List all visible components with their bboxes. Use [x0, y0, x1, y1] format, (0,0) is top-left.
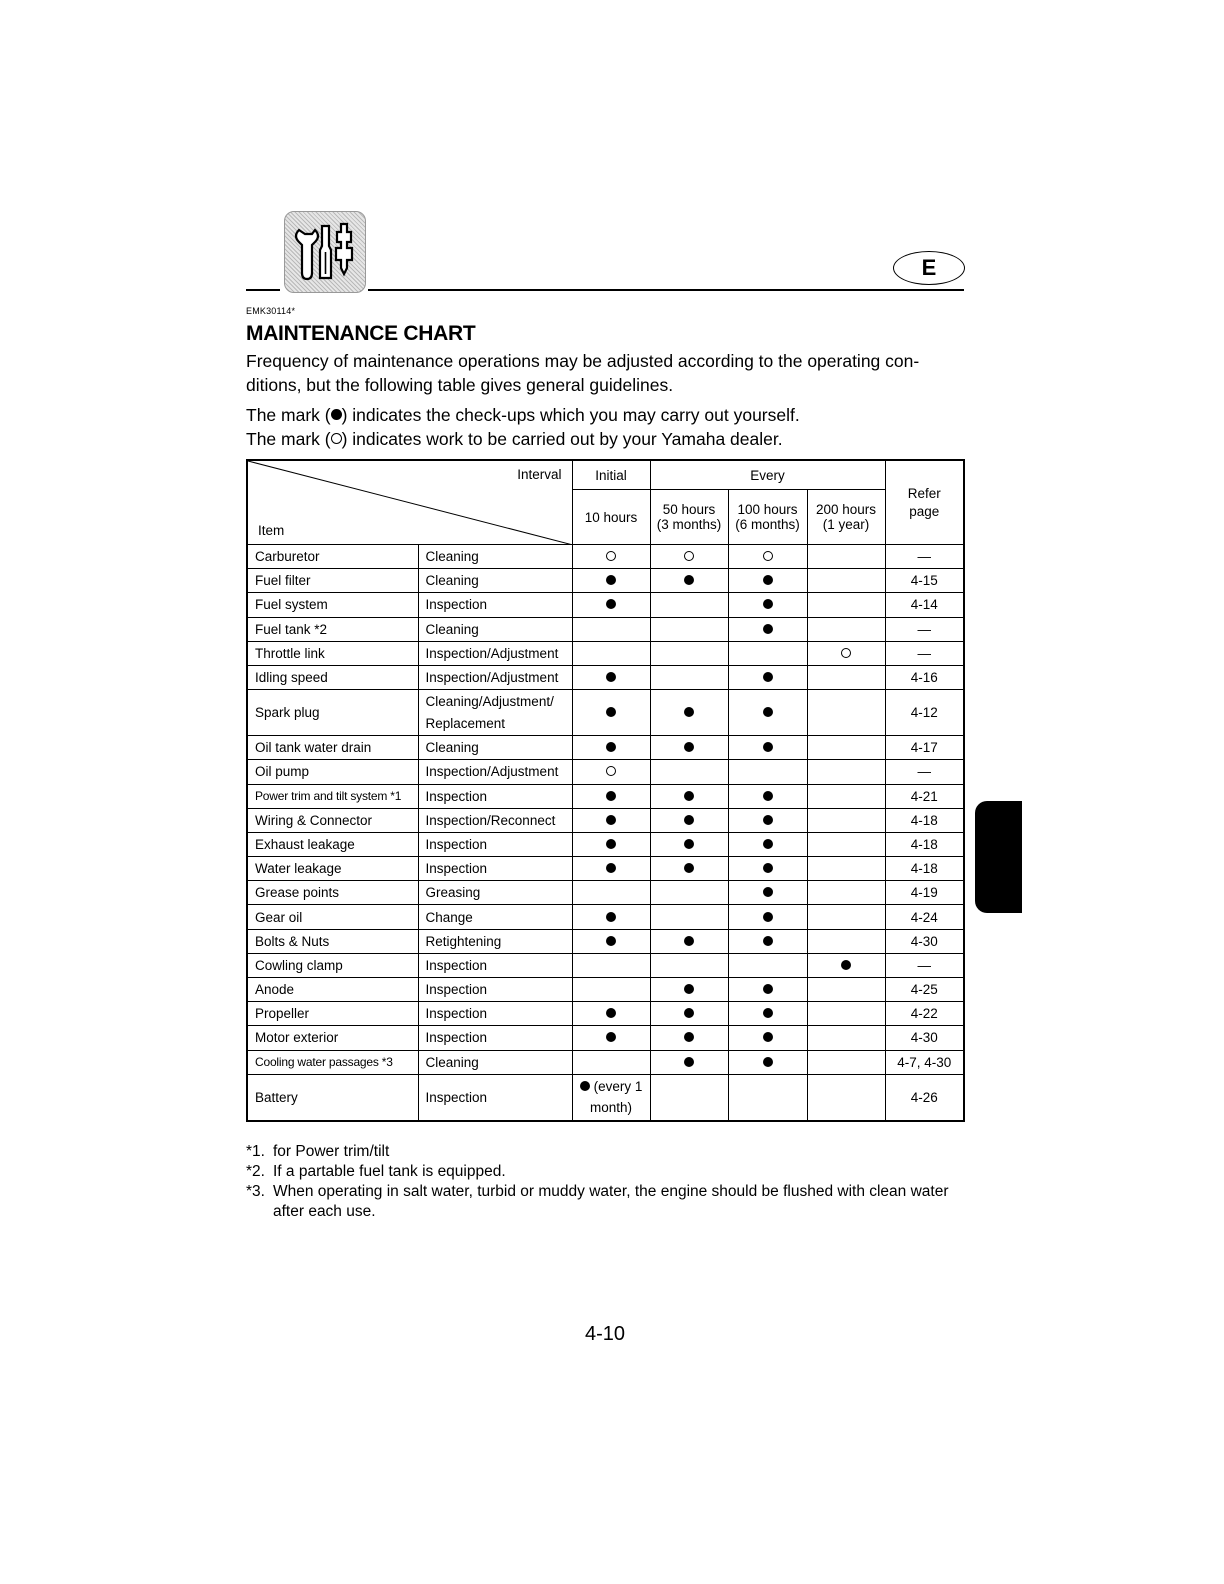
header-50-hours: 50 hours (3 months) — [650, 490, 728, 545]
filled-dot-icon — [684, 1032, 694, 1042]
action-cell: Inspection — [418, 857, 572, 881]
header-200-hours: 200 hours (1 year) — [807, 490, 885, 545]
filled-dot-icon — [763, 863, 773, 873]
interval-cell — [650, 665, 728, 689]
filled-dot-icon — [331, 409, 342, 420]
refer-page-cell: — — [885, 617, 964, 641]
table-row — [247, 832, 964, 856]
interval-cell — [572, 690, 650, 736]
action-cell: Inspection — [418, 978, 572, 1002]
interval-cell — [728, 1002, 807, 1026]
interval-cell — [650, 1002, 728, 1026]
action-cell: Inspection — [418, 1026, 572, 1050]
action-cell: Cleaning — [418, 736, 572, 760]
filled-dot-icon — [763, 791, 773, 801]
filled-dot-icon — [763, 887, 773, 897]
maintenance-table — [246, 459, 965, 1122]
table-row — [247, 784, 964, 808]
interval-cell — [807, 1002, 885, 1026]
refer-page-cell: 4-19 — [885, 881, 964, 905]
header-diagonal-cell — [247, 460, 572, 545]
interval-cell — [728, 569, 807, 593]
filled-dot-icon — [606, 1008, 616, 1018]
filled-dot-icon — [763, 984, 773, 994]
interval-cell — [650, 1026, 728, 1050]
filled-dot-icon — [606, 1032, 616, 1042]
footnote: *2. If a partable fuel tank is equipped. — [246, 1163, 506, 1180]
item-cell: Cowling clamp — [247, 953, 418, 977]
item-cell: Oil tank water drain — [247, 736, 418, 760]
interval-cell — [728, 881, 807, 905]
refer-page-cell: 4-18 — [885, 857, 964, 881]
interval-cell — [728, 1026, 807, 1050]
item-cell: Anode — [247, 978, 418, 1002]
interval-cell — [728, 978, 807, 1002]
header-100-hours: 100 hours (6 months) — [728, 490, 807, 545]
interval-cell — [572, 665, 650, 689]
interval-cell — [650, 784, 728, 808]
filled-dot-icon — [684, 1057, 694, 1067]
action-cell: Inspection/Reconnect — [418, 808, 572, 832]
chapter-tab — [975, 801, 1022, 913]
interval-cell — [572, 808, 650, 832]
filled-dot-icon — [763, 742, 773, 752]
interval-cell — [650, 832, 728, 856]
interval-cell — [572, 857, 650, 881]
header-rule — [368, 289, 964, 291]
refer-page-cell: 4-14 — [885, 593, 964, 617]
refer-page-cell: 4-16 — [885, 665, 964, 689]
interval-cell — [572, 760, 650, 784]
filled-dot-icon — [606, 863, 616, 873]
interval-cell — [807, 857, 885, 881]
interval-cell — [807, 929, 885, 953]
interval-cell — [650, 569, 728, 593]
filled-dot-icon — [684, 863, 694, 873]
interval-cell — [728, 832, 807, 856]
interval-cell — [650, 978, 728, 1002]
refer-page-cell: 4-18 — [885, 808, 964, 832]
item-cell: Idling speed — [247, 665, 418, 689]
action-cell: Retightening — [418, 929, 572, 953]
filled-dot-icon — [684, 984, 694, 994]
interval-cell — [807, 690, 885, 736]
item-cell: Oil pump — [247, 760, 418, 784]
table-row — [247, 569, 964, 593]
interval-cell — [728, 857, 807, 881]
tools-icon — [284, 211, 366, 293]
interval-cell — [807, 569, 885, 593]
interval-cell — [807, 593, 885, 617]
table-row — [247, 736, 964, 760]
interval-cell — [650, 1050, 728, 1074]
table-row — [247, 1074, 964, 1121]
footnotes — [246, 1142, 966, 1222]
interval-cell — [807, 760, 885, 784]
filled-dot-icon — [684, 575, 694, 585]
action-cell: Cleaning — [418, 545, 572, 569]
item-cell: Throttle link — [247, 641, 418, 665]
interval-cell — [728, 953, 807, 977]
open-circle-icon — [841, 648, 851, 658]
table-row — [247, 905, 964, 929]
header-refer-page: Refer page — [885, 460, 964, 545]
action-cell: Cleaning/Adjustment/ Replacement — [418, 690, 572, 736]
interval-cell — [650, 641, 728, 665]
refer-page-cell: 4-22 — [885, 1002, 964, 1026]
interval-cell — [807, 808, 885, 832]
refer-page-cell: 4-15 — [885, 569, 964, 593]
interval-cell — [728, 545, 807, 569]
filled-dot-icon — [606, 839, 616, 849]
filled-dot-icon — [606, 815, 616, 825]
filled-dot-icon — [763, 815, 773, 825]
interval-cell — [807, 1050, 885, 1074]
filled-dot-icon — [606, 672, 616, 682]
filled-dot-icon — [580, 1081, 590, 1091]
table-row — [247, 665, 964, 689]
filled-dot-icon — [763, 624, 773, 634]
table-row — [247, 593, 964, 617]
section-code: EMK30114* — [246, 306, 296, 316]
item-cell: Grease points — [247, 881, 418, 905]
interval-cell — [807, 905, 885, 929]
interval-cell — [807, 832, 885, 856]
interval-cell — [650, 690, 728, 736]
filled-dot-icon — [684, 1008, 694, 1018]
header-initial: Initial — [572, 460, 650, 490]
filled-dot-icon — [763, 672, 773, 682]
interval-cell — [807, 736, 885, 760]
header-10-hours: 10 hours — [572, 490, 650, 545]
interval-cell — [728, 665, 807, 689]
dot-legend: The mark ( ) indicates the check-ups which you may carry out yourself. — [246, 405, 800, 425]
filled-dot-icon — [763, 599, 773, 609]
language-badge: E — [893, 251, 965, 285]
filled-dot-icon — [763, 839, 773, 849]
refer-page-cell: — — [885, 953, 964, 977]
filled-dot-icon — [606, 912, 616, 922]
table-body — [247, 545, 964, 1121]
filled-dot-icon — [606, 791, 616, 801]
action-cell: Cleaning — [418, 1050, 572, 1074]
filled-dot-icon — [763, 936, 773, 946]
refer-page-cell: 4-7, 4-30 — [885, 1050, 964, 1074]
filled-dot-icon — [763, 707, 773, 717]
action-cell: Inspection/Adjustment — [418, 760, 572, 784]
action-cell: Inspection — [418, 593, 572, 617]
interval-cell — [572, 641, 650, 665]
interval-cell — [572, 929, 650, 953]
action-cell: Inspection — [418, 1002, 572, 1026]
interval-cell — [807, 641, 885, 665]
interval-cell — [650, 905, 728, 929]
open-circle-icon — [763, 551, 773, 561]
table-row — [247, 545, 964, 569]
interval-cell — [572, 569, 650, 593]
open-circle-icon — [606, 766, 616, 776]
refer-page-cell: 4-24 — [885, 905, 964, 929]
header-item: Item — [258, 523, 285, 538]
interval-cell — [728, 929, 807, 953]
refer-page-cell: 4-26 — [885, 1074, 964, 1121]
action-cell: Inspection — [418, 784, 572, 808]
interval-cell — [728, 690, 807, 736]
action-cell: Change — [418, 905, 572, 929]
item-cell: Spark plug — [247, 690, 418, 736]
filled-dot-icon — [684, 839, 694, 849]
table-row — [247, 760, 964, 784]
interval-cell — [572, 736, 650, 760]
filled-dot-icon — [684, 742, 694, 752]
interval-cell — [650, 545, 728, 569]
interval-cell — [572, 1050, 650, 1074]
table-row — [247, 641, 964, 665]
interval-cell — [807, 617, 885, 641]
filled-dot-icon — [684, 936, 694, 946]
interval-cell — [650, 857, 728, 881]
interval-cell — [572, 1074, 650, 1121]
item-cell: Fuel filter — [247, 569, 418, 593]
refer-page-cell: — — [885, 545, 964, 569]
refer-page-cell: 4-25 — [885, 978, 964, 1002]
interval-cell — [728, 1074, 807, 1121]
table-row — [247, 617, 964, 641]
filled-dot-icon — [684, 707, 694, 717]
interval-cell — [807, 545, 885, 569]
interval-cell — [572, 617, 650, 641]
interval-note: (every 1 month) — [589, 1079, 643, 1116]
interval-cell — [650, 593, 728, 617]
filled-dot-icon — [763, 1032, 773, 1042]
interval-cell — [650, 881, 728, 905]
interval-cell — [572, 832, 650, 856]
table-row — [247, 881, 964, 905]
open-circle-icon — [331, 433, 342, 444]
interval-cell — [728, 736, 807, 760]
filled-dot-icon — [606, 599, 616, 609]
table-row — [247, 1026, 964, 1050]
interval-cell — [807, 978, 885, 1002]
interval-cell — [650, 929, 728, 953]
interval-cell — [572, 881, 650, 905]
table-row — [247, 1050, 964, 1074]
footnote: *1. for Power trim/tilt — [246, 1143, 390, 1160]
filled-dot-icon — [763, 1008, 773, 1018]
interval-cell — [728, 1050, 807, 1074]
interval-cell — [572, 978, 650, 1002]
refer-page-cell: — — [885, 760, 964, 784]
action-cell: Inspection/Adjustment — [418, 641, 572, 665]
header-interval: Interval — [517, 467, 562, 482]
action-cell: Inspection — [418, 1074, 572, 1121]
interval-cell — [807, 784, 885, 808]
table-row — [247, 857, 964, 881]
interval-cell — [572, 545, 650, 569]
interval-cell — [650, 808, 728, 832]
table-row — [247, 690, 964, 736]
interval-cell — [572, 953, 650, 977]
item-cell: Bolts & Nuts — [247, 929, 418, 953]
filled-dot-icon — [763, 1057, 773, 1067]
filled-dot-icon — [606, 575, 616, 585]
table-row — [247, 953, 964, 977]
interval-cell — [807, 665, 885, 689]
refer-page-cell: 4-30 — [885, 929, 964, 953]
refer-page-cell: 4-12 — [885, 690, 964, 736]
refer-page-cell: 4-18 — [885, 832, 964, 856]
interval-cell — [807, 1074, 885, 1121]
item-cell: Fuel system — [247, 593, 418, 617]
table-row — [247, 978, 964, 1002]
item-cell: Fuel tank *2 — [247, 617, 418, 641]
interval-cell — [572, 1026, 650, 1050]
open-circle-icon — [606, 551, 616, 561]
item-cell: Gear oil — [247, 905, 418, 929]
interval-cell — [650, 1074, 728, 1121]
interval-cell — [728, 593, 807, 617]
interval-cell — [728, 641, 807, 665]
table-row — [247, 1002, 964, 1026]
item-cell: Wiring & Connector — [247, 808, 418, 832]
refer-page-cell: — — [885, 641, 964, 665]
header-rule-left — [246, 289, 280, 291]
filled-dot-icon — [606, 936, 616, 946]
refer-page-cell: 4-21 — [885, 784, 964, 808]
interval-cell — [650, 736, 728, 760]
interval-cell — [728, 784, 807, 808]
item-cell: Propeller — [247, 1002, 418, 1026]
action-cell: Inspection — [418, 953, 572, 977]
table-row — [247, 808, 964, 832]
interval-cell — [572, 784, 650, 808]
item-cell: Cooling water passages *3 — [247, 1050, 418, 1074]
action-cell: Inspection/Adjustment — [418, 665, 572, 689]
interval-cell — [572, 1002, 650, 1026]
action-cell: Inspection — [418, 832, 572, 856]
filled-dot-icon — [684, 815, 694, 825]
filled-dot-icon — [684, 791, 694, 801]
ring-legend: The mark ( ) indicates work to be carried out by your Yamaha dealer. — [246, 429, 783, 449]
refer-page-cell: 4-30 — [885, 1026, 964, 1050]
header-every: Every — [650, 460, 885, 490]
item-cell: Exhaust leakage — [247, 832, 418, 856]
intro-text: Frequency of maintenance operations may be adjusted according to the operating con-ditions, but the following table gives general guidelines. — [246, 351, 920, 395]
interval-cell — [650, 617, 728, 641]
interval-cell — [650, 953, 728, 977]
page-title: MAINTENANCE CHART — [246, 322, 476, 345]
filled-dot-icon — [606, 707, 616, 717]
item-cell: Power trim and tilt system *1 — [247, 784, 418, 808]
interval-cell — [572, 593, 650, 617]
item-cell: Motor exterior — [247, 1026, 418, 1050]
interval-cell — [728, 760, 807, 784]
interval-cell — [807, 1026, 885, 1050]
interval-cell — [572, 905, 650, 929]
action-cell: Cleaning — [418, 569, 572, 593]
interval-cell — [650, 760, 728, 784]
action-cell: Greasing — [418, 881, 572, 905]
interval-cell — [807, 881, 885, 905]
page-number: 4-10 — [584, 1323, 626, 1345]
filled-dot-icon — [763, 912, 773, 922]
filled-dot-icon — [606, 742, 616, 752]
filled-dot-icon — [841, 960, 851, 970]
table-row — [247, 929, 964, 953]
action-cell: Cleaning — [418, 617, 572, 641]
item-cell: Battery — [247, 1074, 418, 1121]
interval-cell — [728, 808, 807, 832]
filled-dot-icon — [763, 575, 773, 585]
interval-cell — [728, 617, 807, 641]
item-cell: Carburetor — [247, 545, 418, 569]
refer-page-cell: 4-17 — [885, 736, 964, 760]
interval-cell — [728, 905, 807, 929]
interval-cell — [807, 953, 885, 977]
item-cell: Water leakage — [247, 857, 418, 881]
footnote: *3. When operating in salt water, turbid or muddy water, the engine should be flushed with clean water after each use. — [246, 1183, 949, 1220]
open-circle-icon — [684, 551, 694, 561]
